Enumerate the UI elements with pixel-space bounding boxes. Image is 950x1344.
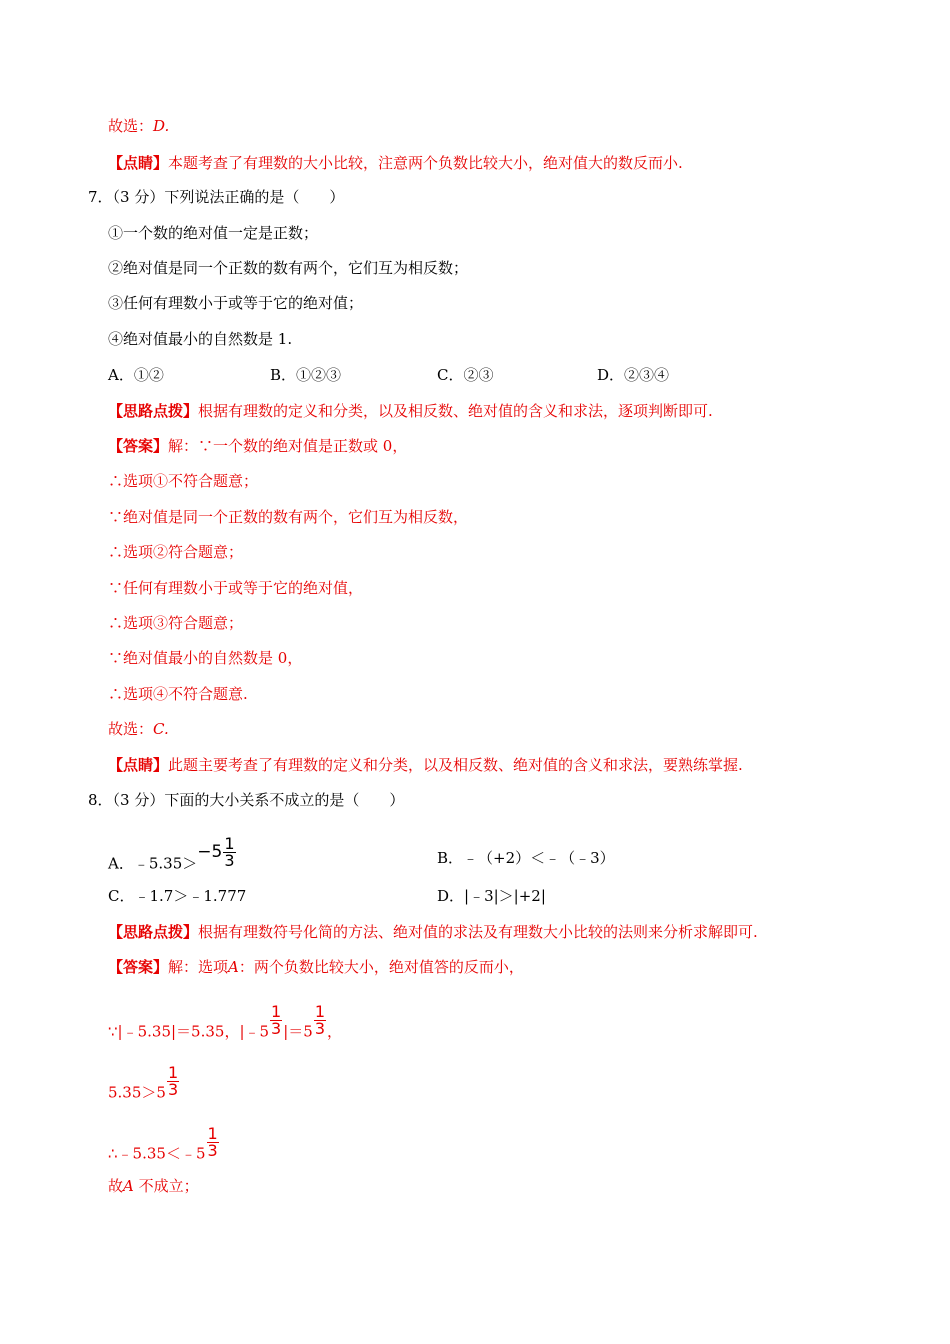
q7-answer-line-4: ∴选项②符合题意； <box>108 543 244 561</box>
q8-step-3 <box>108 1124 220 1171</box>
q8-final <box>108 1176 199 1196</box>
answer-text: 解：选项 <box>168 958 229 976</box>
hint-text: 根据有理数的定义和分类，以及相反数、绝对值的含义和求法，逐项判断即可. <box>198 402 713 420</box>
q8-step-1 <box>108 1002 343 1049</box>
hint-tag: 【思路点拨】 <box>108 402 199 420</box>
comment-tag: 【点睛】 <box>108 154 169 172</box>
step-text: ∵|﹣5.35|＝5.35，|﹣5 <box>108 1022 270 1041</box>
q8-step-2 <box>108 1063 180 1110</box>
q7-hint <box>108 401 713 421</box>
final-text: 故 <box>108 1177 124 1195</box>
final-variable: A <box>123 1177 134 1195</box>
q8-stem <box>88 790 404 810</box>
fraction-numerator: 1 <box>224 834 235 853</box>
question-stem: （3 分）下面的大小关系不成立的是（ ） <box>112 791 405 809</box>
fraction-denominator: 3 <box>271 1019 282 1038</box>
option-label: A． <box>108 854 134 873</box>
q7-option-a <box>108 365 164 385</box>
q7-option-c <box>437 365 494 385</box>
step-text: 5.35＞5 <box>108 1083 166 1102</box>
fraction <box>314 1004 326 1037</box>
final-text-rest: 不成立； <box>133 1177 199 1195</box>
q7-answer-line-8: ∴选项④不符合题意. <box>108 685 248 703</box>
option-text: ﹣5.35＞ <box>133 854 198 873</box>
fraction-denominator: 3 <box>314 1019 326 1038</box>
q8-hint <box>108 922 758 942</box>
q7-option-d <box>597 365 669 385</box>
prev-comment <box>108 153 683 173</box>
option-label: D． <box>597 366 625 384</box>
q7-answer-line-3: ∵绝对值是同一个正数的数有两个，它们互为相反数， <box>108 508 469 526</box>
answer-text-rest: ：两个负数比较大小，绝对值答的反而小， <box>238 958 524 976</box>
answer-variable: A <box>228 958 239 976</box>
comment-tag: 【点睛】 <box>108 756 169 774</box>
option-label: B． <box>437 849 464 867</box>
fraction-numerator: 1 <box>314 1002 326 1021</box>
q7-answer-line-6: ∴选项③符合题意； <box>108 614 244 632</box>
fraction <box>167 1065 179 1098</box>
fraction-numerator: 1 <box>167 1063 179 1082</box>
q7-answer-line-1 <box>108 436 407 456</box>
answer-text: 解：∵一个数的绝对值是正数或 0， <box>168 437 408 455</box>
q7-answer-line-7: ∵绝对值最小的自然数是 0， <box>108 649 303 667</box>
q7-statement-4: ④绝对值最小的自然数是 1. <box>108 330 293 348</box>
q7-conclusion <box>108 719 169 739</box>
fraction-denominator: 3 <box>224 851 235 870</box>
q8-option-d <box>437 886 546 906</box>
q7-statement-1: ①一个数的绝对值一定是正数； <box>108 224 319 242</box>
conclusion-label: 故选： <box>108 720 154 738</box>
comment-text: 本题考查了有理数的大小比较，注意两个负数比较大小，绝对值大的数反而小. <box>168 154 683 172</box>
q8-option-b <box>437 848 615 868</box>
option-text: |﹣3|＞|+2| <box>464 887 546 905</box>
step-text: |＝5 <box>283 1022 313 1041</box>
option-text: ﹣（+2）＜﹣（﹣3） <box>463 849 615 867</box>
fraction-denominator: 3 <box>207 1141 218 1160</box>
conclusion-choice: C. <box>153 720 169 738</box>
mixed-number-whole: −5 <box>197 841 223 862</box>
q7-answer-line-2: ∴选项①不符合题意； <box>108 472 259 490</box>
option-text: ①②③ <box>296 366 342 384</box>
step-text: ∴﹣5.35＜﹣5 <box>108 1144 206 1163</box>
option-text: ﹣1.7＞﹣1.777 <box>134 887 247 905</box>
q7-stem <box>88 187 344 207</box>
q8-answer-intro <box>108 957 524 977</box>
q8-option-c <box>108 886 246 906</box>
hint-text: 根据有理数符号化简的方法、绝对值的求法及有理数大小比较的法则来分析求解即可. <box>198 923 758 941</box>
option-label: C． <box>108 887 135 905</box>
option-label: C． <box>437 366 464 384</box>
comment-text: 此题主要考查了有理数的定义和分类，以及相反数、绝对值的含义和求法，要熟练掌握. <box>168 756 743 774</box>
option-label: A． <box>108 366 134 384</box>
option-text: ②③ <box>463 366 494 384</box>
q7-statement-2: ②绝对值是同一个正数的数有两个，它们互为相反数； <box>108 259 469 277</box>
answer-tag: 【答案】 <box>108 437 169 455</box>
option-text: ①② <box>133 366 164 384</box>
fraction <box>207 1126 219 1159</box>
q8-option-a <box>108 834 237 881</box>
q7-answer-line-5: ∵任何有理数小于或等于它的绝对值， <box>108 579 364 597</box>
conclusion-label: 故选： <box>108 117 154 135</box>
option-label: B． <box>270 366 297 384</box>
option-text: ②③④ <box>624 366 670 384</box>
fraction <box>270 1004 282 1037</box>
question-number: 8． <box>88 791 113 809</box>
q7-comment <box>108 755 743 775</box>
option-label: D． <box>437 887 465 905</box>
fraction-numerator: 1 <box>207 1124 218 1143</box>
prev-conclusion <box>108 116 169 136</box>
question-number: 7． <box>88 188 113 206</box>
conclusion-choice: D. <box>153 117 170 135</box>
q7-option-b <box>270 365 341 385</box>
hint-tag: 【思路点拨】 <box>108 923 199 941</box>
fraction-denominator: 3 <box>167 1080 179 1099</box>
fraction <box>223 836 235 869</box>
q7-statement-3: ③任何有理数小于或等于它的绝对值； <box>108 294 364 312</box>
step-text: ， <box>327 1022 343 1041</box>
answer-tag: 【答案】 <box>108 958 169 976</box>
fraction-numerator: 1 <box>271 1002 282 1021</box>
question-stem: （3 分）下列说法正确的是（ ） <box>112 188 345 206</box>
